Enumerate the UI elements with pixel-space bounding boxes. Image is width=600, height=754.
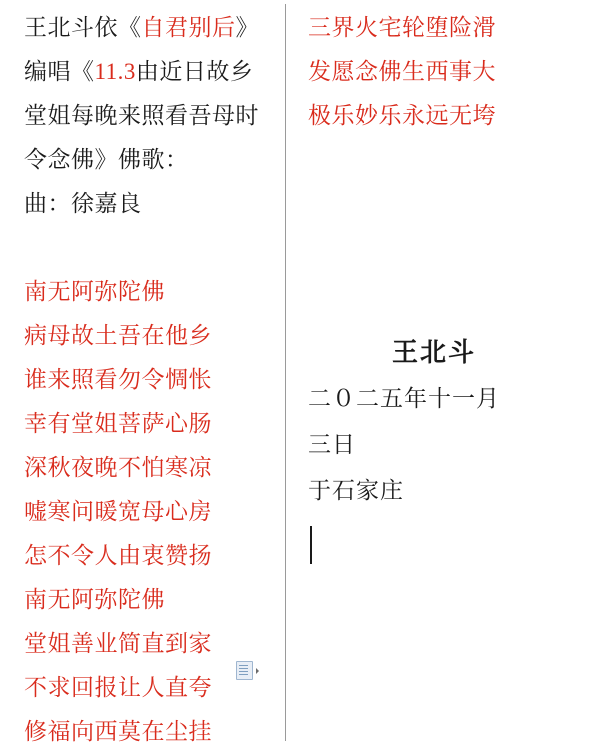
right-lyric-line-2: 发愿念佛生西事大 [308,59,496,84]
right-column [286,0,600,741]
left-lyric-line-9: 堂姐善业简直到家 [24,631,212,656]
right-gap-2 [308,212,590,286]
header-line-1-seg-1: 王北斗依《 [24,15,142,40]
header-line-2-seg-3: 由近日故乡 [135,59,254,84]
header-line-1-seg-2: 自君别后 [141,15,236,40]
left-column [0,0,285,744]
header-line-2 [24,50,275,94]
header-line-1-seg-3: 》 [235,15,259,40]
chevron-right-icon[interactable] [256,668,259,674]
left-lyric-line-7: 怎不令人由衷赞扬 [24,543,212,568]
left-lyric-line-3: 谁来照看勿令惆怅 [24,367,212,392]
header-line-2-seg-1: 编唱《 [24,59,95,84]
text-cursor-row[interactable] [308,514,590,560]
header-line-4: 令念佛》佛歌： [24,147,189,172]
right-gap-3 [308,286,590,330]
left-lyric-line-10: 不求回报让人直夸 [24,675,212,700]
left-lyric-line-4: 幸有堂姐菩萨心肠 [24,411,212,436]
left-lyric-line-8: 南无阿弥陀佛 [24,587,165,612]
header-line-1 [24,6,275,50]
left-lyric-line-11: 修福向西莫在尘挂 [24,719,212,744]
header-line-2-seg-2: 11.3 [94,59,136,84]
left-lyric-line-5: 深秋夜晚不怕寒凉 [24,455,212,480]
right-lyric-line-3: 极乐妙乐永远无垮 [308,103,496,128]
text-cursor[interactable] [310,526,312,564]
place-line: 于石家庄 [308,478,404,503]
header-line-5-composer: 曲：徐嘉良 [24,191,142,216]
signature-name: 王北斗 [391,338,476,367]
header-lyrics-gap [24,226,275,270]
date-line-1: 二０二五年十一月 [308,386,500,411]
date-line-2: 三日 [308,432,356,457]
left-lyric-line-1: 南无阿弥陀佛 [24,279,165,304]
header-line-3: 堂姐每晚来照看吾母时 [24,103,259,128]
right-gap-1 [308,138,590,212]
left-lyric-line-6: 嘘寒问暖宽母心房 [24,499,212,524]
right-lyric-line-1: 三界火宅轮堕险滑 [308,15,496,40]
paste-options-icon[interactable] [236,661,253,680]
left-lyric-line-2: 病母故土吾在他乡 [24,323,212,348]
paste-options-control[interactable] [236,661,259,680]
